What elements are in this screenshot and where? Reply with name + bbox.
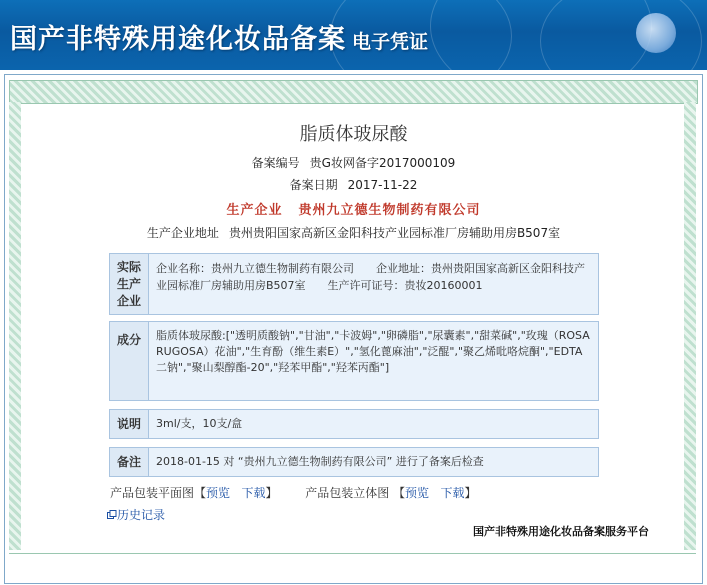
- enterprise-section: [109, 253, 599, 315]
- description-section-text: 3ml/支，10支/盒: [156, 417, 243, 430]
- ingredients-section-head: 成分: [110, 322, 149, 400]
- address-row: [0, 224, 707, 241]
- banner-subtitle: 电子凭证: [352, 31, 429, 53]
- remark-section-text: 2018-01-15 对 “贵州九立德生物制药有限公司” 进行了备案后检查: [156, 455, 484, 468]
- description-section: [109, 409, 599, 439]
- record-number-value: 贵G妆网备字2017000109: [309, 156, 456, 170]
- record-number-row: [0, 154, 707, 171]
- solid-download-link[interactable]: 下载: [440, 486, 465, 500]
- history-link[interactable]: 历史记录: [117, 508, 166, 522]
- description-section-head: 说明: [110, 410, 149, 438]
- enterprise-section-head: 实际 生产 企业: [110, 254, 149, 314]
- package-images-row: [110, 484, 477, 501]
- solid-image-label: 产品包装立体图: [305, 486, 390, 500]
- remark-section: [109, 447, 599, 477]
- certificate-border-top: [9, 80, 698, 104]
- record-date-label: 备案日期: [289, 178, 338, 192]
- record-date-row: [0, 176, 707, 193]
- flat-image-label: 产品包装平面图: [110, 486, 195, 500]
- producer-value: 贵州九立德生物制药有限公司: [298, 203, 481, 218]
- bracket: 【: [194, 486, 207, 500]
- banner-title: [10, 17, 428, 56]
- ingredients-section: [109, 321, 599, 401]
- record-number-label: 备案编号: [251, 156, 300, 170]
- flat-preview-link[interactable]: 预览: [206, 486, 231, 500]
- enterprise-section-text: 企业名称：贵州九立德生物制药有限公司 企业地址：贵州贵阳国家高新区金阳科技产业园标准厂房辅助用房B507室 生产许可证号：贵妆20160001: [156, 262, 585, 292]
- emblem-icon: [636, 13, 676, 53]
- producer-row: [0, 199, 707, 218]
- product-name: 脂质体玻尿酸: [299, 124, 408, 145]
- ingredients-section-text: 脂质体玻尿酸:["透明质酸钠","甘油","卡波姆","卵磷脂","尿囊素","甜菜碱","玫瑰（ROSA RUGOSA）花油","生育酚（维生素E）","氢化蓖麻油","泛醌","聚乙烯吡咯烷酮","EDTA 二钠","聚山梨醇酯-20","羟苯甲酯","羟苯丙酯"]: [156, 329, 590, 374]
- banner: [0, 0, 707, 70]
- flat-download-link[interactable]: 下载: [241, 486, 266, 500]
- history-icon: [107, 510, 117, 520]
- bracket: 【: [393, 486, 406, 500]
- history-row[interactable]: [107, 506, 165, 523]
- address-label: 生产企业地址: [146, 226, 219, 240]
- remark-section-head: 备注: [110, 448, 149, 476]
- bracket: 】: [464, 486, 477, 500]
- footer-brand: 国产非特殊用途化妆品备案服务平台: [473, 525, 649, 538]
- certificate-border-bottom: [9, 553, 696, 554]
- solid-preview-link[interactable]: 预览: [405, 486, 430, 500]
- bracket: 】: [265, 486, 278, 500]
- banner-title-text: 国产非特殊用途化妆品备案: [10, 24, 346, 55]
- producer-label: 生产企业: [226, 203, 283, 218]
- banner-decoration: [540, 0, 702, 70]
- record-date-value: 2017-11-22: [347, 178, 418, 192]
- address-value: 贵州贵阳国家高新区金阳科技产业园标准厂房辅助用房B507室: [228, 226, 561, 240]
